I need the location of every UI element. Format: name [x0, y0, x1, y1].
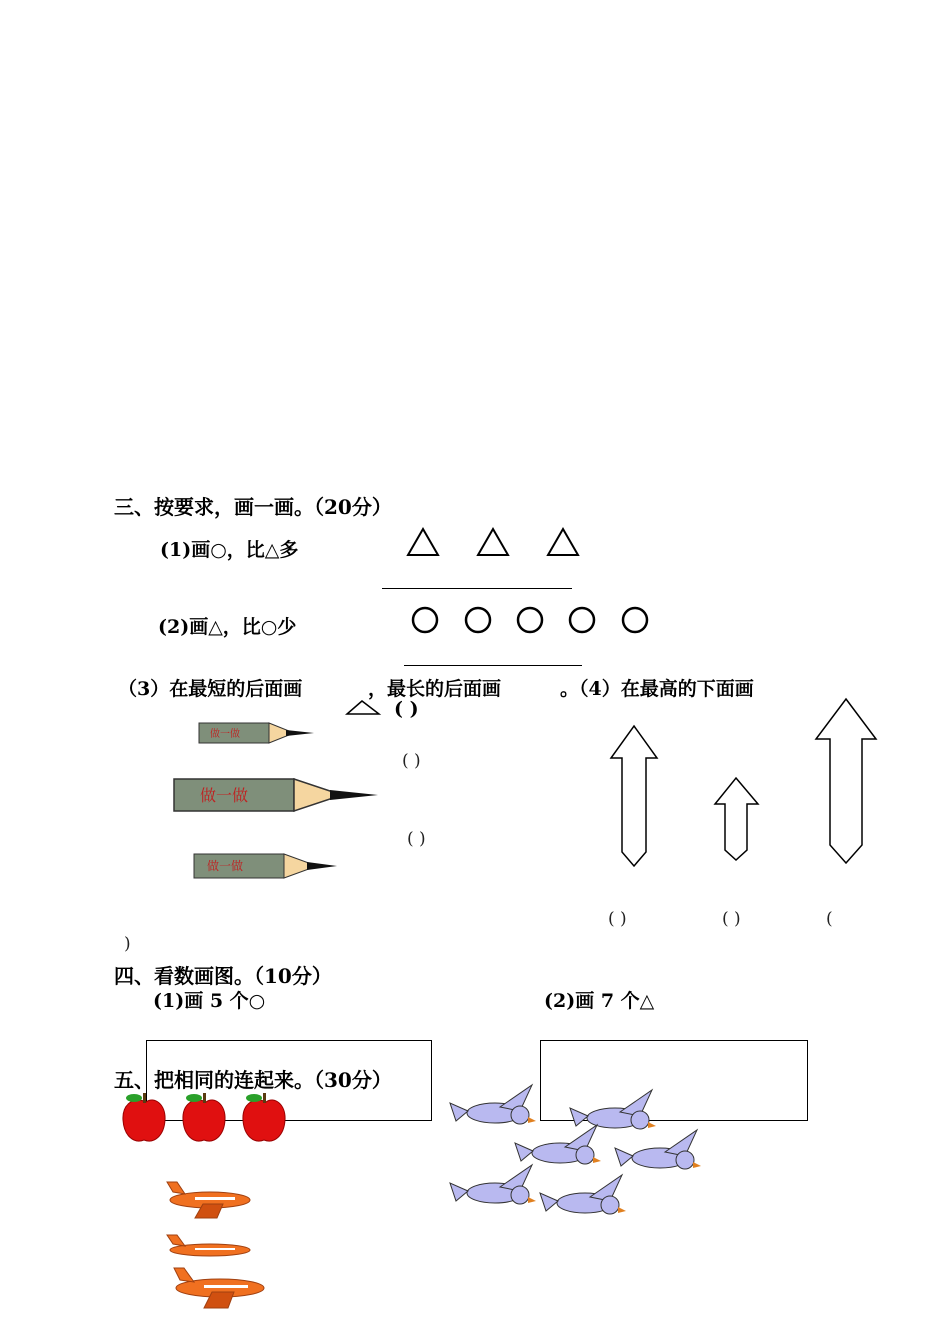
pencil-icon	[193, 852, 339, 882]
circle-icon	[570, 608, 594, 632]
question-2-text: (2)画△，比○少	[158, 616, 297, 638]
up-arrow-icon	[610, 724, 660, 870]
pencil-blank-1[interactable]: ( )	[402, 751, 421, 771]
answer-line-1[interactable]	[382, 588, 572, 589]
up-arrow-icon	[714, 776, 760, 862]
airplane-icon	[172, 1266, 270, 1312]
arrow-blank-1[interactable]: ( )	[608, 909, 627, 929]
circle-row	[410, 605, 655, 637]
circle-icon	[518, 608, 542, 632]
pencil-icon	[198, 721, 316, 745]
wrap-paren: )	[124, 934, 131, 954]
section-4-question-1: (1)画 5 个○	[153, 990, 266, 1012]
bird-icon	[450, 1085, 536, 1124]
question-3-text-a: （3）在最短的后面画	[118, 678, 303, 700]
question-3-text-b: ，最长的后面画	[368, 678, 502, 700]
apple-icon	[123, 1093, 165, 1141]
paren-blank[interactable]: ( )	[394, 698, 419, 720]
section-4-question-2: (2)画 7 个△	[544, 990, 655, 1012]
section-4-title: 四、看数画图。（10分）	[114, 964, 332, 988]
circle-icon	[466, 608, 490, 632]
airplane-icon	[165, 1180, 255, 1220]
bird-icon	[450, 1165, 536, 1204]
circle-icon	[623, 608, 647, 632]
apple-icon	[243, 1093, 285, 1141]
bird-icon	[515, 1125, 601, 1164]
triangle-icon	[478, 529, 508, 555]
airplane-icon	[165, 1234, 255, 1262]
triangle-row	[405, 527, 585, 559]
pencil-icon	[172, 776, 380, 814]
bird-icon	[540, 1175, 626, 1214]
bird-icon	[615, 1130, 701, 1169]
arrow-blank-2[interactable]: ( )	[722, 909, 741, 929]
up-arrow-icon	[815, 697, 879, 867]
section-3-title: 三、按要求，画一画。（20分）	[114, 495, 392, 519]
triangle-icon	[548, 529, 578, 555]
pencil-label: 做一做	[207, 859, 244, 873]
pencil-label: 做一做	[200, 786, 249, 805]
triangle-icon	[408, 529, 438, 555]
pencil-label: 做一做	[210, 729, 240, 740]
answer-line-2[interactable]	[404, 665, 582, 666]
section-5-title: 五、把相同的连起来。（30分）	[114, 1068, 392, 1092]
bird-group	[445, 1080, 710, 1230]
small-triangle-icon	[345, 700, 381, 716]
arrow-blank-3[interactable]: (	[826, 909, 833, 929]
apple-icon	[183, 1093, 225, 1141]
question-3-text-c: 。（4）在最高的下面画	[560, 678, 754, 700]
circle-icon	[413, 608, 437, 632]
question-1-text: (1)画○，比△多	[160, 539, 299, 561]
pencil-blank-2[interactable]: ( )	[407, 829, 426, 849]
apple-group	[120, 1090, 295, 1146]
bird-icon	[570, 1090, 656, 1129]
